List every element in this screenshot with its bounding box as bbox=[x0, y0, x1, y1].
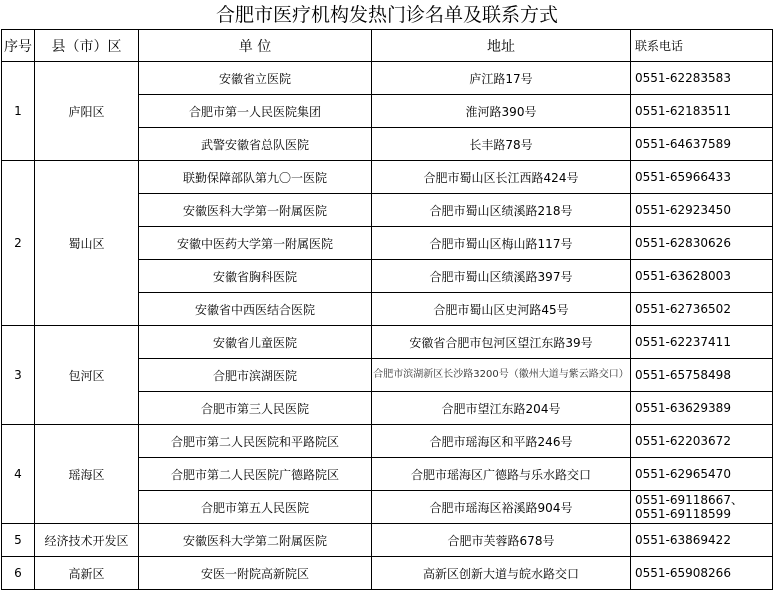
unit-cell: 合肥市第三人民医院 bbox=[139, 392, 372, 425]
address-cell: 合肥市蜀山区长江西路424号 bbox=[372, 161, 631, 194]
group-number: 2 bbox=[2, 161, 35, 326]
district-cell: 包河区 bbox=[35, 326, 139, 425]
district-cell: 高新区 bbox=[35, 557, 139, 590]
table-row bbox=[2, 425, 773, 458]
group-number: 5 bbox=[2, 524, 35, 557]
phone-cell: 0551-62736502 bbox=[631, 293, 773, 326]
table-row bbox=[2, 161, 773, 194]
unit-cell: 安徽省中西医结合医院 bbox=[139, 293, 372, 326]
table-row bbox=[2, 326, 773, 359]
phone-cell: 0551-62183511 bbox=[631, 95, 773, 128]
unit-cell: 合肥市滨湖医院 bbox=[139, 359, 372, 392]
unit-cell: 安医一附院高新院区 bbox=[139, 557, 372, 590]
phone-cell: 0551-62965470 bbox=[631, 458, 773, 491]
address-cell: 合肥市蜀山区绩溪路218号 bbox=[372, 194, 631, 227]
unit-cell: 联勤保障部队第九〇一医院 bbox=[139, 161, 372, 194]
phone-cell: 0551-63629389 bbox=[631, 392, 773, 425]
group-number: 4 bbox=[2, 425, 35, 524]
unit-cell: 安徽省儿童医院 bbox=[139, 326, 372, 359]
unit-cell: 合肥市第五人民医院 bbox=[139, 491, 372, 524]
phone-cell: 0551-62283583 bbox=[631, 62, 773, 95]
address-cell: 高新区创新大道与皖水路交口 bbox=[372, 557, 631, 590]
unit-cell: 安徽中医药大学第一附属医院 bbox=[139, 227, 372, 260]
unit-cell: 安徽医科大学第二附属医院 bbox=[139, 524, 372, 557]
phone-cell: 0551-63628003 bbox=[631, 260, 773, 293]
table-body bbox=[2, 62, 773, 590]
address-cell: 合肥市望江东路204号 bbox=[372, 392, 631, 425]
group-number: 3 bbox=[2, 326, 35, 425]
address-cell: 安徽省合肥市包河区望江东路39号 bbox=[372, 326, 631, 359]
phone-cell: 0551-69118667、0551-69118599 bbox=[631, 491, 773, 524]
table-row bbox=[2, 557, 773, 590]
hospital-table bbox=[1, 29, 773, 590]
unit-cell: 合肥市第二人民医院和平路院区 bbox=[139, 425, 372, 458]
unit-cell: 安徽医科大学第一附属医院 bbox=[139, 194, 372, 227]
page-title: 合肥市医疗机构发热门诊名单及联系方式 bbox=[215, 4, 558, 26]
unit-cell: 合肥市第一人民医院集团 bbox=[139, 95, 372, 128]
unit-cell: 武警安徽省总队医院 bbox=[139, 128, 372, 161]
address-cell: 淮河路390号 bbox=[372, 95, 631, 128]
district-cell: 瑶海区 bbox=[35, 425, 139, 524]
unit-cell: 安徽省立医院 bbox=[139, 62, 372, 95]
district-cell: 庐阳区 bbox=[35, 62, 139, 161]
phone-cell: 0551-62203672 bbox=[631, 425, 773, 458]
address-cell: 合肥市瑶海区和平路246号 bbox=[372, 425, 631, 458]
address-cell: 合肥市芙蓉路678号 bbox=[372, 524, 631, 557]
district-cell: 经济技术开发区 bbox=[35, 524, 139, 557]
address-cell: 合肥市瑶海区广德路与乐水路交口 bbox=[372, 458, 631, 491]
header-phone: 联系电话 bbox=[631, 30, 773, 62]
address-cell: 合肥市蜀山区史河路45号 bbox=[372, 293, 631, 326]
address-cell: 庐江路17号 bbox=[372, 62, 631, 95]
header-district: 县（市）区 bbox=[35, 30, 139, 62]
address-cell: 合肥市蜀山区梅山路117号 bbox=[372, 227, 631, 260]
phone-cell: 0551-63869422 bbox=[631, 524, 773, 557]
address-cell: 合肥市滨湖新区长沙路3200号（徽州大道与紫云路交口） bbox=[372, 359, 631, 392]
phone-cell: 0551-65966433 bbox=[631, 161, 773, 194]
phone-cell: 0551-62923450 bbox=[631, 194, 773, 227]
group-number: 6 bbox=[2, 557, 35, 590]
group-number: 1 bbox=[2, 62, 35, 161]
phone-cell: 0551-62830626 bbox=[631, 227, 773, 260]
header-no: 序号 bbox=[2, 30, 35, 62]
address-cell: 合肥市蜀山区绩溪路397号 bbox=[372, 260, 631, 293]
address-cell: 长丰路78号 bbox=[372, 128, 631, 161]
header-unit: 单 位 bbox=[139, 30, 372, 62]
table-row bbox=[2, 524, 773, 557]
table-row bbox=[2, 62, 773, 95]
unit-cell: 合肥市第二人民医院广德路院区 bbox=[139, 458, 372, 491]
address-cell: 合肥市瑶海区裕溪路904号 bbox=[372, 491, 631, 524]
phone-cell: 0551-64637589 bbox=[631, 128, 773, 161]
phone-cell: 0551-65908266 bbox=[631, 557, 773, 590]
district-cell: 蜀山区 bbox=[35, 161, 139, 326]
unit-cell: 安徽省胸科医院 bbox=[139, 260, 372, 293]
phone-cell: 0551-62237411 bbox=[631, 326, 773, 359]
phone-cell: 0551-65758498 bbox=[631, 359, 773, 392]
table-header-row bbox=[2, 30, 773, 62]
header-address: 地址 bbox=[372, 30, 631, 62]
